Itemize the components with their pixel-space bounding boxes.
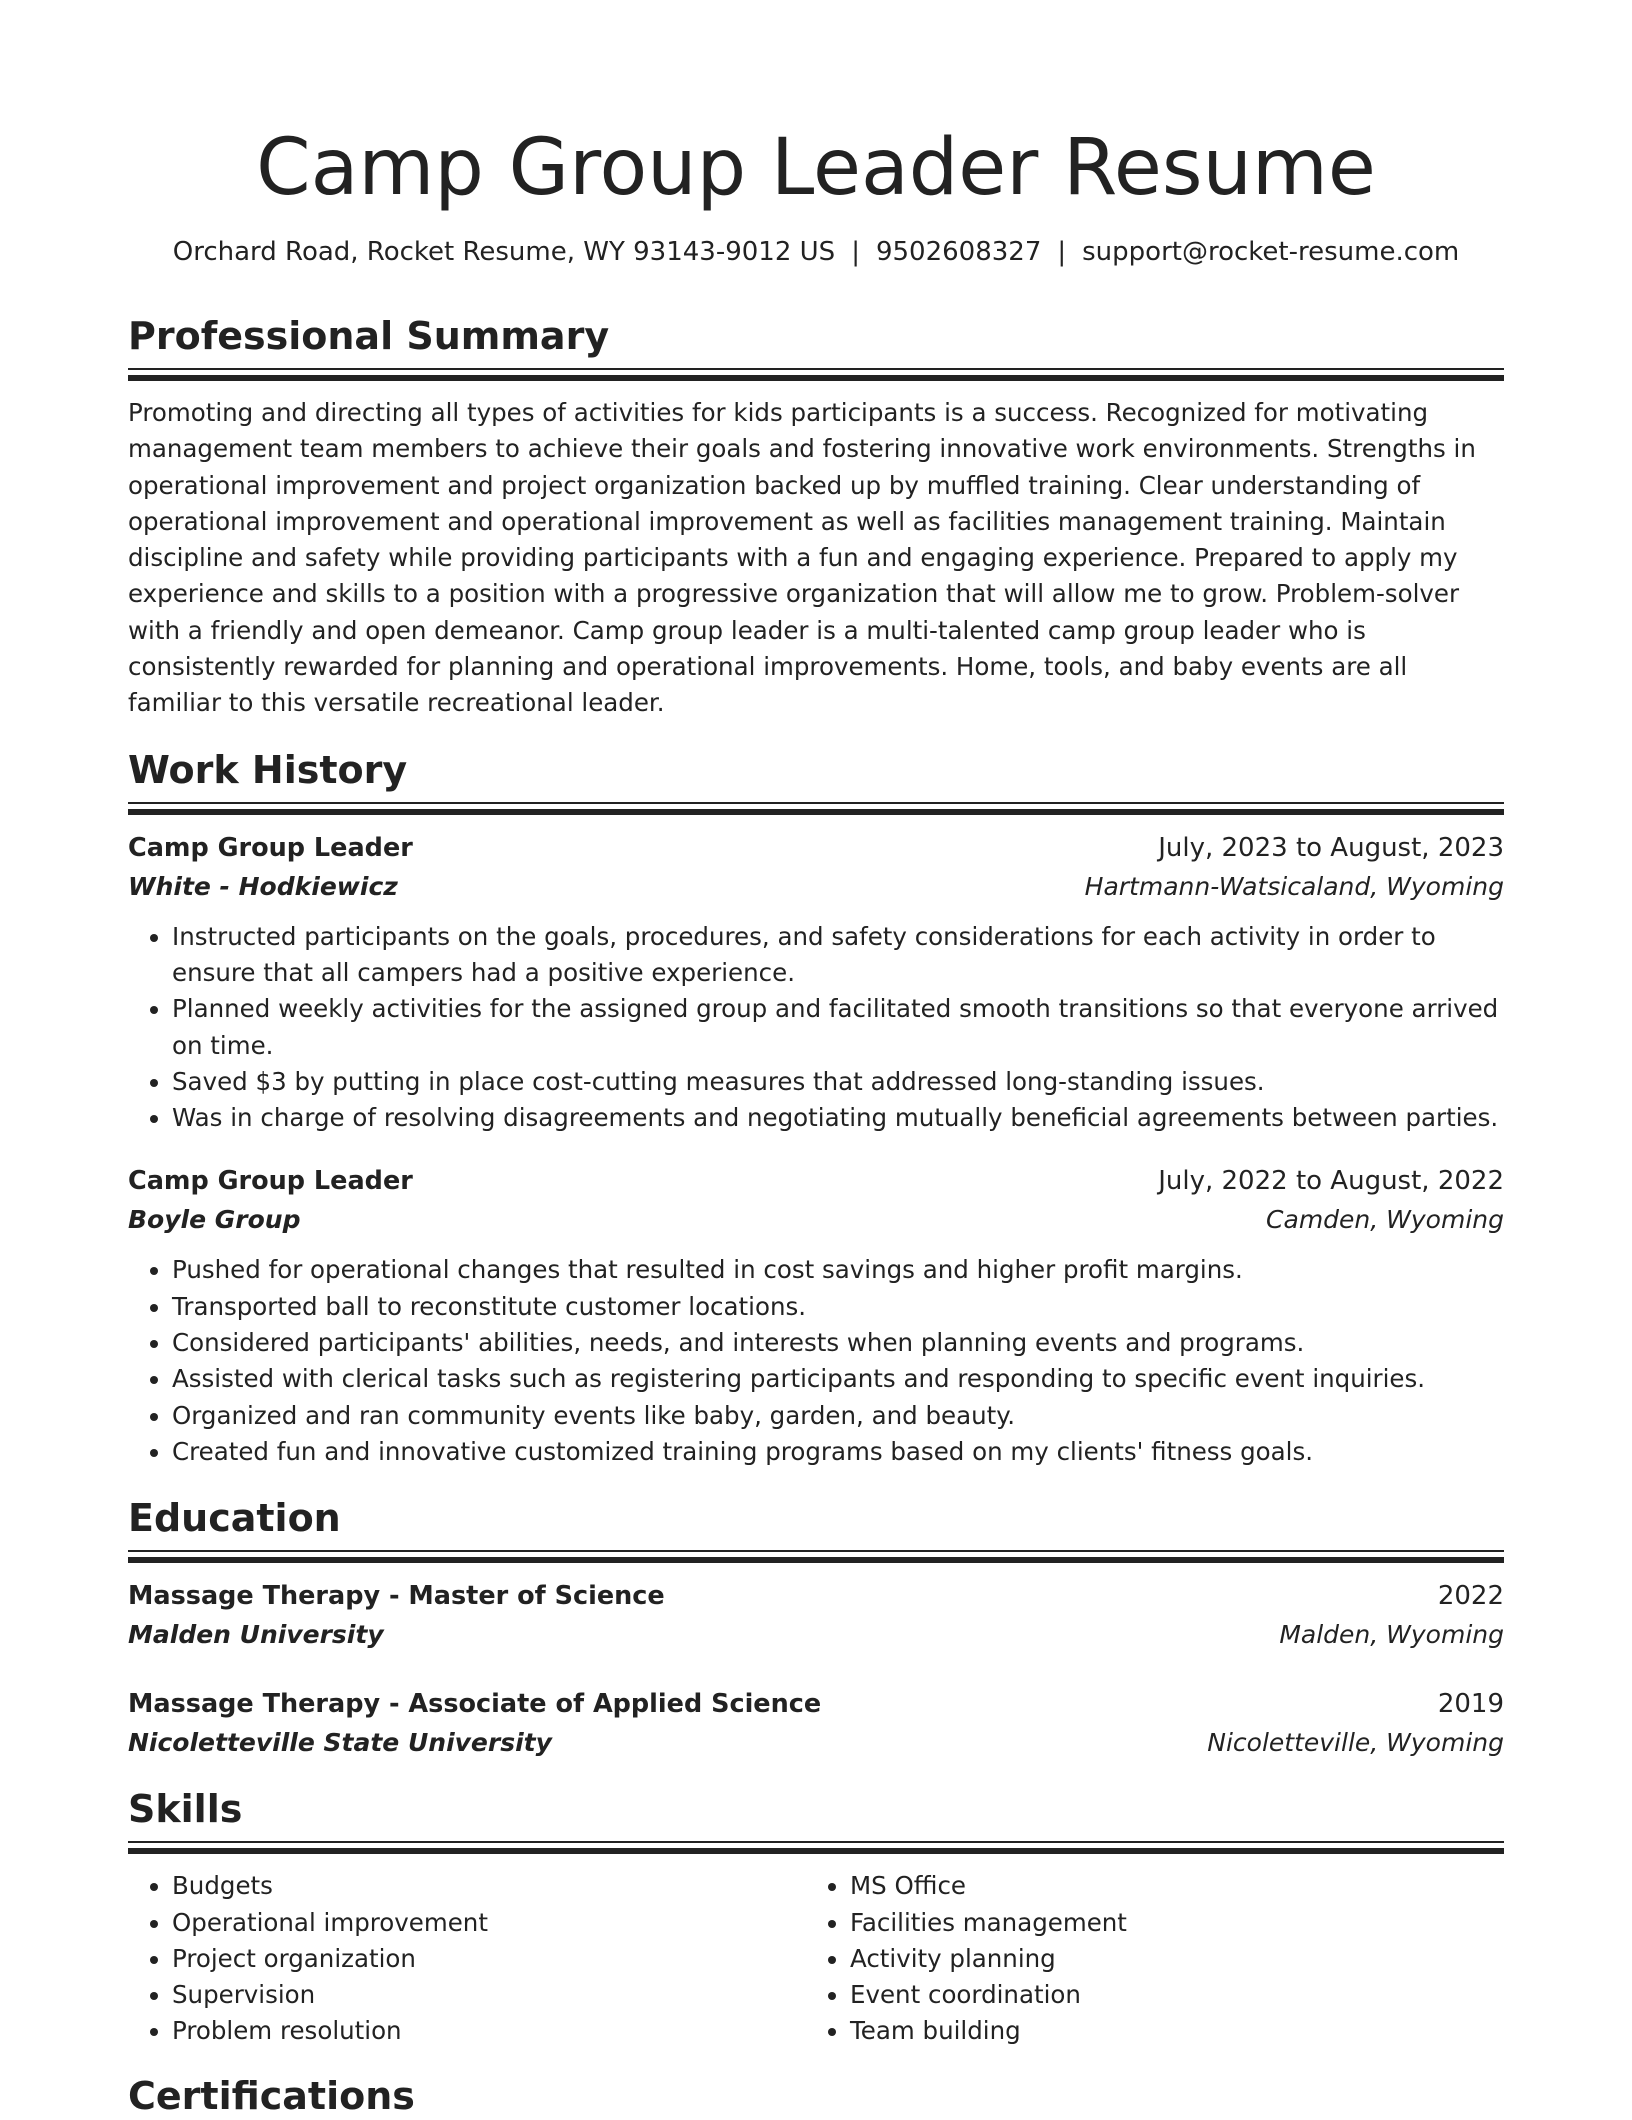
- contact-phone: 9502608327: [875, 237, 1042, 267]
- job-bullet: • Instructed participants on the goals, procedures, and safety considerations for each activity in order to ensure that all campers had a positive experience.: [172, 919, 1504, 992]
- job-bullet: • Transported ball to reconstitute customer locations.: [172, 1289, 1504, 1325]
- section-divider: [128, 1841, 1504, 1854]
- contact-separator: |: [1057, 237, 1067, 267]
- job-bullet: • Pushed for operational changes that resulted in cost savings and higher profit margins.: [172, 1252, 1504, 1288]
- education-entry: [128, 1577, 1504, 1655]
- skills-right-column: [806, 1868, 1484, 2049]
- job-title: Camp Group Leader: [128, 1166, 413, 1197]
- resume-page: [128, 0, 1504, 2120]
- job-bullet: • Was in charge of resolving disagreements and negotiating mutually beneficial agreements between parties.: [172, 1100, 1504, 1136]
- job-dates: July, 2023 to August, 2023: [1158, 832, 1504, 863]
- section-heading-work: Work History: [128, 747, 408, 792]
- contact-separator: |: [851, 237, 860, 267]
- certifications-section: [128, 2072, 1504, 2120]
- skill-item: • Event coordination: [850, 1977, 1484, 2013]
- skills-left-column: [128, 1868, 806, 2049]
- section-heading-skills: Skills: [128, 1787, 243, 1832]
- job-location: Camden, Wyoming: [1266, 1205, 1504, 1235]
- summary-text: Promoting and directing all types of activities for kids participants is a success. Recognized for motivating management team members to achieve their goals and fostering innovative work environments. Strengths in operational improvement and project organization backed up by muffled training. Clear understanding of operational improvement and operational improvement as well as facilities management training. Maintain discipline and safety while providing participants with a fun and engaging experience. Prepared to apply my experience and skills to a position with a progressive organization that will allow me to grow. Problem-solver with a friendly and open demeanor. Camp group leader is a multi-talented camp group leader who is consistently rewarded for planning and operational improvements. Home, tools, and baby events are all familiar to this versatile recreational leader.: [128, 398, 1476, 718]
- job-company: White - Hodkiewicz: [128, 871, 398, 901]
- skills-section: [128, 1785, 1504, 2049]
- school-location: Malden, Wyoming: [1279, 1620, 1504, 1650]
- job-entry: [128, 829, 1504, 1137]
- job-bullet: • Considered participants' abilities, needs, and interests when planning events and programs.: [172, 1325, 1504, 1361]
- job-entry: [128, 1162, 1504, 1470]
- section-heading-education: Education: [128, 1496, 341, 1541]
- summary-section: [128, 312, 1504, 722]
- education-entry: [128, 1685, 1504, 1763]
- job-bullets: [128, 919, 1504, 1137]
- job-bullet: • Created fun and innovative customized training programs based on my clients' fitness goals.: [172, 1434, 1504, 1470]
- skill-item: • Operational improvement: [172, 1905, 806, 1941]
- work-history-section: [128, 746, 1504, 1471]
- job-bullet: • Assisted with clerical tasks such as registering participants and responding to specific event inquiries.: [172, 1361, 1504, 1397]
- skill-item: • Problem resolution: [172, 2013, 806, 2049]
- degree-year: 2019: [1437, 1689, 1504, 1720]
- skill-item: • Facilities management: [850, 1905, 1484, 1941]
- section-divider: [128, 802, 1504, 815]
- job-bullet: • Organized and ran community events like baby, garden, and beauty.: [172, 1398, 1504, 1434]
- job-bullet: • Saved $3 by putting in place cost-cutting measures that addressed long-standing issues.: [172, 1064, 1504, 1100]
- job-location: Hartmann-Watsicaland, Wyoming: [1084, 871, 1504, 901]
- skill-item: • Project organization: [172, 1941, 806, 1977]
- resume-title: Camp Group Leader Resume: [256, 123, 1376, 213]
- skills-columns: [128, 1864, 1504, 2049]
- section-heading-certifications: Certifications: [128, 2073, 415, 2118]
- degree-title: Massage Therapy - Associate of Applied Science: [128, 1689, 822, 1720]
- education-section: [128, 1494, 1504, 1763]
- skill-item: • Supervision: [172, 1977, 806, 2013]
- section-divider: [128, 368, 1504, 381]
- skill-item: • Activity planning: [850, 1941, 1484, 1977]
- job-bullet: • Planned weekly activities for the assigned group and facilitated smooth transitions so that everyone arrived on time.: [172, 991, 1504, 1064]
- school-location: Nicoletteville, Wyoming: [1207, 1728, 1504, 1758]
- contact-address: Orchard Road, Rocket Resume, WY 93143-9012 US: [172, 237, 836, 267]
- school-name: Malden University: [128, 1620, 384, 1650]
- job-company: Boyle Group: [128, 1205, 301, 1235]
- degree-title: Massage Therapy - Master of Science: [128, 1581, 665, 1612]
- section-divider: [128, 1550, 1504, 1563]
- skill-item: • Budgets: [172, 1868, 806, 1904]
- job-title: Camp Group Leader: [128, 832, 413, 863]
- job-bullets: [128, 1252, 1504, 1470]
- contact-line: [128, 234, 1504, 270]
- contact-email: support@rocket-resume.com: [1082, 237, 1460, 267]
- skill-item: • Team building: [850, 2013, 1484, 2049]
- skill-item: • MS Office: [850, 1868, 1484, 1904]
- job-dates: July, 2022 to August, 2022: [1158, 1166, 1504, 1197]
- section-heading-summary: Professional Summary: [128, 314, 610, 358]
- degree-year: 2022: [1437, 1581, 1504, 1612]
- school-name: Nicoletteville State University: [128, 1728, 552, 1758]
